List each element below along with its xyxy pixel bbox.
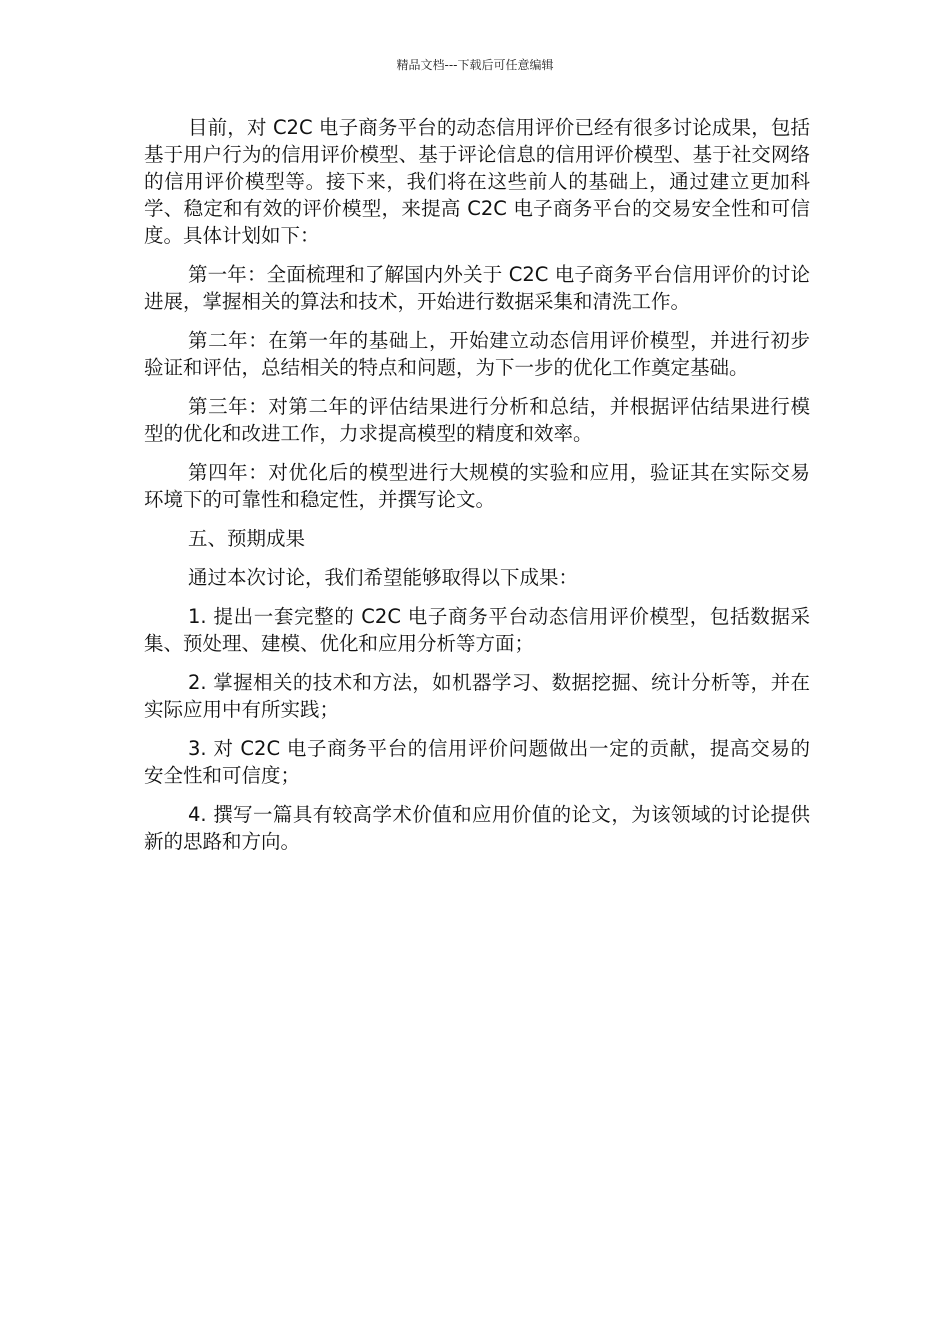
paragraph-results-intro: 通过本次讨论，我们希望能够取得以下成果： [188, 566, 579, 589]
paragraph-year-four: 第四年：对优化后的模型进行大规模的实验和应用，验证其在实际交易环境下的可靠性和稳定性，并撰写论文。 [144, 461, 810, 511]
page-header: 精品文档---下载后可任意编辑 [396, 58, 554, 72]
paragraph-year-two: 第二年：在第一年的基础上，开始建立动态信用评价模型，并进行初步验证和评估，总结相关的特点和问题，为下一步的优化工作奠定基础。 [144, 329, 810, 379]
paragraph-year-one: 第一年：全面梳理和了解国内外关于 C2C 电子商务平台信用评价的讨论进展，掌握相关的算法和技术，开始进行数据采集和清洗工作。 [144, 263, 810, 313]
paragraph-intro: 目前，对 C2C 电子商务平台的动态信用评价已经有很多讨论成果，包括基于用户行为的信用评价模型、基于评论信息的信用评价模型、基于社交网络的信用评价模型等。接下来，我们将在这些前人的基础上，通过建立更加科学、稳定和有效的评价模型，来提高 C2C 电子商务平台的交易安全性和可信度。具体计划如下： [144, 116, 810, 247]
paragraph-year-three: 第三年：对第二年的评估结果进行分析和总结，并根据评估结果进行模型的优化和改进工作，力求提高模型的精度和效率。 [144, 395, 810, 445]
list-item-result-2: 2. 掌握相关的技术和方法，如机器学习、数据挖掘、统计分析等，并在实际应用中有所实践； [144, 671, 810, 721]
section-heading-expected-results: 五、预期成果 [188, 527, 306, 550]
list-item-result-4: 4. 撰写一篇具有较高学术价值和应用价值的论文，为该领域的讨论提供新的思路和方向。 [144, 803, 810, 853]
document-body [144, 114, 810, 867]
list-item-result-1: 1. 提出一套完整的 C2C 电子商务平台动态信用评价模型，包括数据采集、预处理、建模、优化和应用分析等方面； [144, 605, 810, 655]
list-item-result-3: 3. 对 C2C 电子商务平台的信用评价问题做出一定的贡献，提高交易的安全性和可信度； [144, 737, 810, 787]
